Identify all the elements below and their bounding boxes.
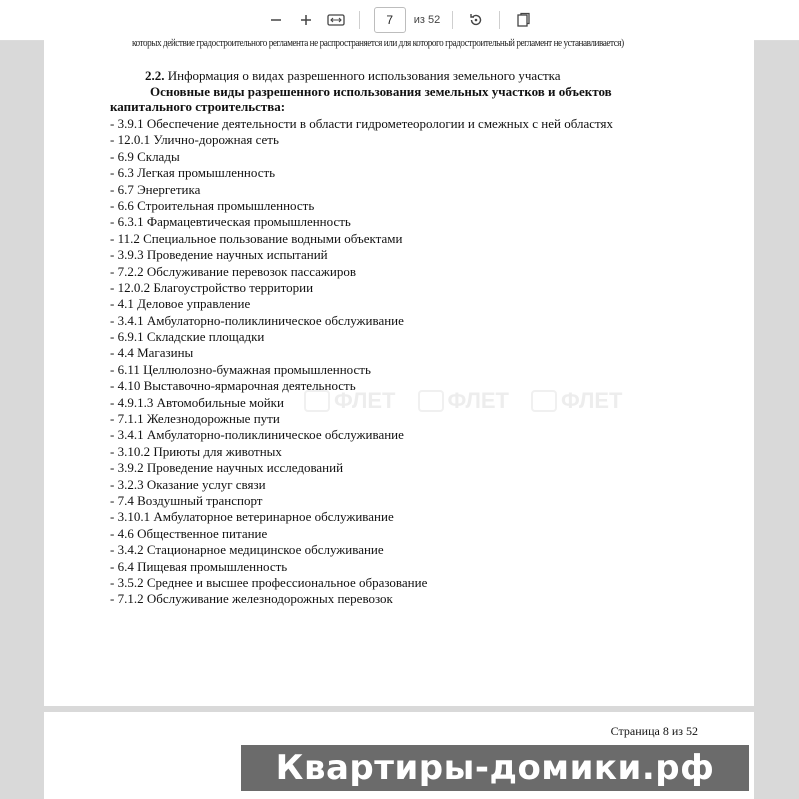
fit-width-button[interactable] <box>323 7 349 33</box>
bold-heading: Основные виды разрешенного использования земельных участков и объектов капитального строительства: <box>110 84 612 114</box>
page-total-label: из 52 <box>413 14 441 26</box>
section-heading <box>145 68 561 84</box>
list-item: - 6.4 Пищевая промышленность <box>110 558 288 574</box>
list-item: - 3.10.2 Приюты для животных <box>110 443 282 459</box>
pdf-toolbar <box>0 0 799 41</box>
zoom-in-button[interactable] <box>293 7 319 33</box>
toolbar-separator <box>359 11 360 29</box>
list-item: - 12.0.2 Благоустройство территории <box>110 279 314 295</box>
document-page <box>44 40 754 706</box>
list-item: - 4.4 Магазины <box>110 345 194 361</box>
section-title: Информация о видах разрешенного использования земельного участка <box>164 68 561 83</box>
toolbar-separator <box>452 11 453 29</box>
fit-width-icon <box>327 13 345 27</box>
zoom-out-button[interactable] <box>263 7 289 33</box>
list-item: - 4.1 Деловое управление <box>110 296 251 312</box>
list-item: - 7.1.1 Железнодорожные пути <box>110 411 280 427</box>
list-item: - 6.9 Склады <box>110 148 180 164</box>
section-number: 2.2. <box>145 68 165 83</box>
list-item: - 4.6 Общественное питание <box>110 525 268 541</box>
list-item: - 3.4.1 Амбулаторно-поликлиническое обслуживание <box>110 312 404 328</box>
list-item: - 3.10.1 Амбулаторное ветеринарное обслуживание <box>110 509 394 525</box>
list-item: - 6.9.1 Складские площадки <box>110 329 265 345</box>
list-item: - 3.5.2 Среднее и высшее профессиональное образование <box>110 574 428 590</box>
list-item: - 4.10 Выставочно-ярмарочная деятельность <box>110 378 356 394</box>
list-item: - 3.9.2 Проведение научных исследований <box>110 460 344 476</box>
open-document-button[interactable] <box>510 7 536 33</box>
watermark-text: ФЛЕТ <box>334 388 396 413</box>
list-item: - 3.9.3 Проведение научных испытаний <box>110 247 328 263</box>
open-document-icon <box>515 12 531 28</box>
minus-icon <box>269 13 283 27</box>
list-item: - 7.4 Воздушный транспорт <box>110 492 263 508</box>
banner-text: Квартиры-домики.рф <box>275 748 715 788</box>
rotate-icon <box>468 12 484 28</box>
list-item: - 3.2.3 Оказание услуг связи <box>110 476 266 492</box>
list-item: - 4.9.1.3 Автомобильные мойки <box>110 394 284 410</box>
page-footer: Страница 8 из 52 <box>610 724 698 738</box>
list-item: - 3.4.1 Амбулаторно-поликлиническое обслуживание <box>110 427 404 443</box>
list-item: - 12.0.1 Улично-дорожная сеть <box>110 132 279 148</box>
rotate-button[interactable] <box>463 7 489 33</box>
toolbar-separator <box>499 11 500 29</box>
list-item: - 7.1.2 Обслуживание железнодорожных перевозок <box>110 591 393 607</box>
list-item: - 7.2.2 Обслуживание перевозок пассажиров <box>110 263 356 279</box>
list-item: - 11.2 Специальное пользование водными объектами <box>110 230 403 246</box>
list-item: - 6.3.1 Фармацевтическая промышленность <box>110 214 351 230</box>
list-item: - 3.9.1 Обеспечение деятельности в области гидрометеорологии и смежных с ней областях <box>110 116 614 131</box>
list-item: - 3.4.2 Стационарное медицинское обслуживание <box>110 542 384 558</box>
page-number-input[interactable] <box>374 7 406 33</box>
plus-icon <box>299 13 313 27</box>
site-banner[interactable] <box>241 745 749 791</box>
list-item: - 6.11 Целлюлозно-бумажная промышленность <box>110 361 371 377</box>
list-item: - 6.7 Энергетика <box>110 181 201 197</box>
watermark-text: ФЛЕТ <box>561 388 623 413</box>
list-item: - 6.6 Строительная промышленность <box>110 197 315 213</box>
cut-off-text-line: которых действие градостроительного регламента не распространяется или для которого градостроительный регламент не устанавливается) <box>132 38 624 49</box>
list-item: - 6.3 Легкая промышленность <box>110 165 276 181</box>
watermark-text: ФЛЕТ <box>447 388 509 413</box>
land-use-list <box>110 116 613 608</box>
